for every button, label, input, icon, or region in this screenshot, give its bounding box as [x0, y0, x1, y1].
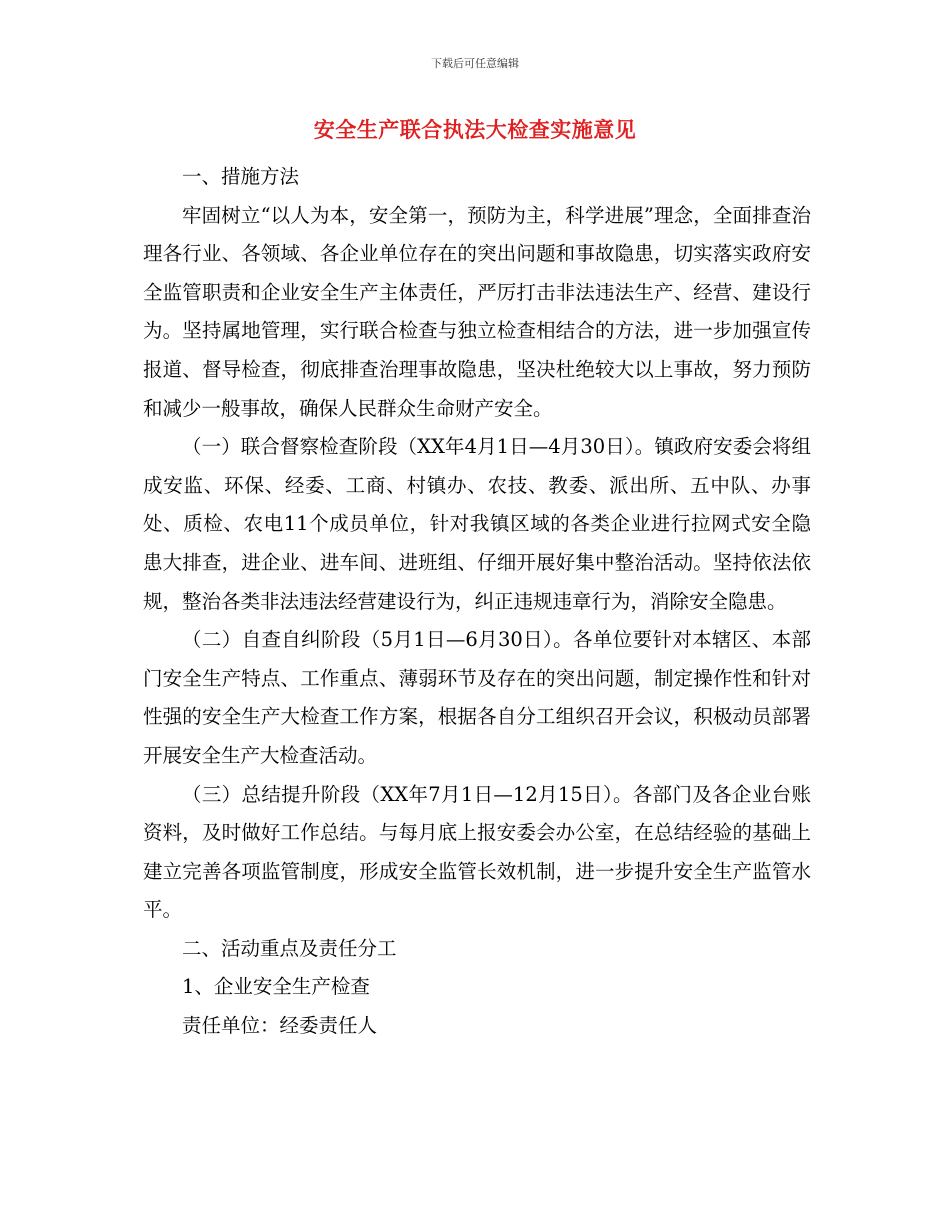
paragraph-stage-joint-inspection: （一）联合督察检查阶段（XX年4月1日—4月30日）。镇政府安委会将组成安监、环保、经委、工商、村镇办、农技、教委、派出所、五中队、办事处、质检、农电11个成员单位，针对我镇区域的各类企业进行拉网式安全隐患大排查，进企业、进车间、进班组、仔细开展好集中整治活动。坚持依法依规，整治各类非法违法经营建设行为，纠正违规违章行为，消除安全隐患。 [143, 435, 811, 613]
section-heading-measures: 一、措施方法 [182, 165, 300, 188]
paragraph-principles: 牢固树立“以人为本，安全第一，预防为主，科学进展”理念，全面排查治理各行业、各领域、各企业单位存在的突出问题和事故隐患，切实落实政府安全监管职责和企业安全生产主体责任，严厉打击非法违法生产、经营、建设行为。坚持属地管理，实行联合检查与独立检查相结合的方法，进一步加强宣传报道、督导检查，彻底排查治理事故隐患，坚决杜绝较大以上事故，努力预防和减少一般事故，确保人民群众生命财产安全。 [143, 203, 811, 420]
subsection-heading-enterprise-check: 1、企业安全生产检查 [182, 975, 370, 999]
section-heading-focus: 二、活动重点及责任分工 [182, 936, 397, 960]
document-body [143, 158, 811, 1046]
paragraph-stage-self-inspection: （二）自查自纠阶段（5月1日—6月30日）。各单位要针对本辖区、本部门安全生产特点、工作重点、薄弱环节及存在的突出问题，制定操作性和针对性强的安全生产大检查工作方案，根据各自分工组织召开会议，积极动员部署开展安全生产大检查活动。 [143, 628, 811, 767]
document-title: 安全生产联合执法大检查实施意见 [313, 117, 637, 142]
paragraph-stage-summary: （三）总结提升阶段（XX年7月1日—12月15日）。各部门及各企业台账资料，及时做好工作总结。与每月底上报安委会办公室，在总结经验的基础上建立完善各项监管制度，形成安全监管长效机制，进一步提升安全生产监管水平。 [143, 782, 811, 922]
page-header-note: 下载后可任意编辑 [431, 57, 519, 70]
paragraph-responsible-unit: 责任单位：经委责任人 [182, 1014, 378, 1038]
